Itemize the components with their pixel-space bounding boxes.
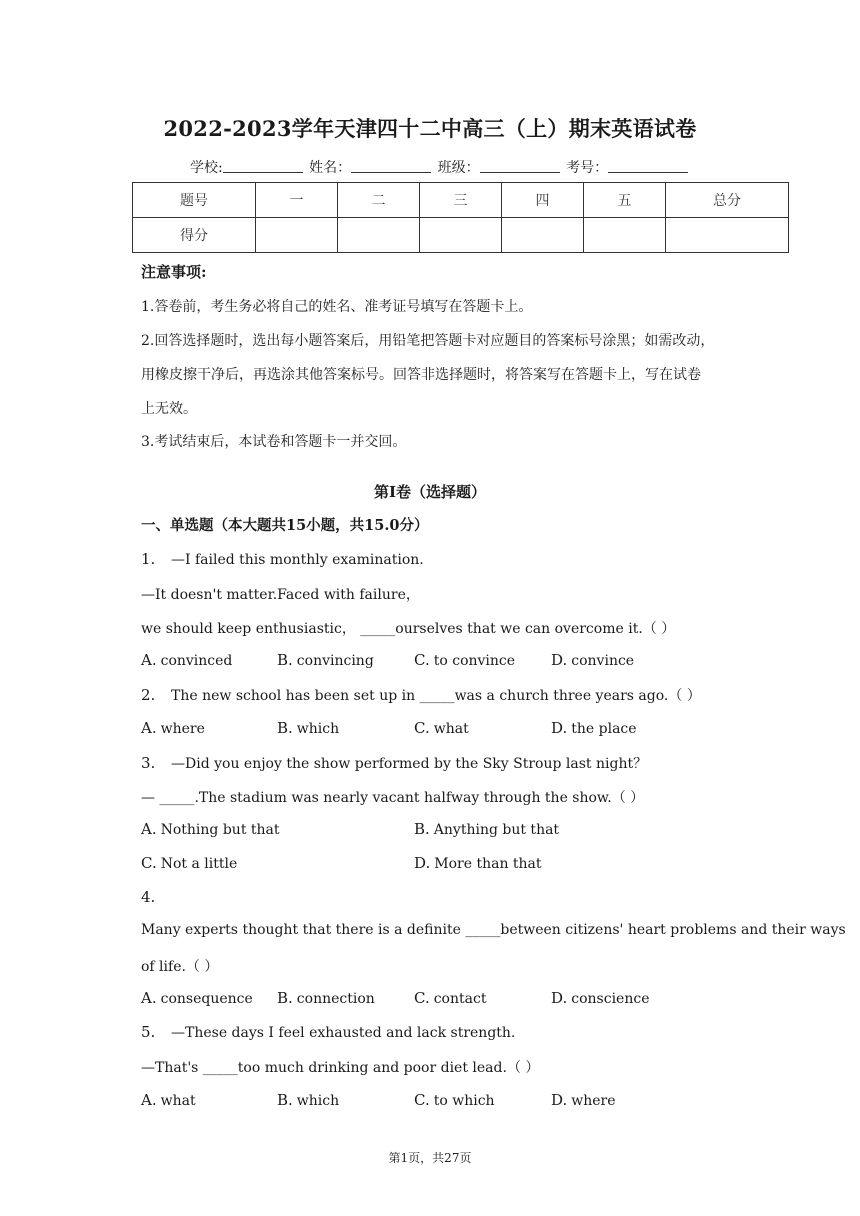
- option-letter: C.: [414, 719, 430, 737]
- notes-line: 用橡皮擦干净后，再选涂其他答案标号。回答非选择题时，将答案写在答题卡上，写在试卷: [141, 367, 701, 383]
- question-text: of life.（ ）: [141, 959, 219, 975]
- option-a[interactable]: [141, 820, 280, 838]
- option-text: the place: [571, 721, 637, 737]
- option-c[interactable]: [414, 719, 469, 737]
- option-text: what: [160, 1093, 196, 1109]
- option-c[interactable]: [414, 1091, 495, 1109]
- page-footer: 第1页，共27页: [388, 1151, 472, 1165]
- table-cell: 总分: [666, 183, 789, 218]
- number-label: 考号：: [566, 160, 609, 176]
- option-text: conscience: [571, 991, 650, 1007]
- option-text: convince: [571, 653, 635, 669]
- option-text: consequence: [160, 991, 253, 1007]
- option-letter: A.: [141, 1091, 157, 1109]
- option-text: what: [433, 721, 469, 737]
- score-table-header-row: [133, 183, 789, 218]
- question-3: [141, 753, 647, 773]
- table-cell: 得分: [133, 218, 256, 253]
- option-a[interactable]: [141, 719, 205, 737]
- option-d[interactable]: [551, 719, 637, 737]
- notes-line: 上无效。: [141, 401, 197, 417]
- option-text: connection: [296, 991, 375, 1007]
- option-letter: C.: [414, 651, 430, 669]
- question-text: we should keep enthusiastic， _____ourselves that we can overcome it.（ ）: [141, 621, 676, 637]
- score-cell: [584, 218, 666, 253]
- question-2: [141, 685, 701, 705]
- option-letter: A.: [141, 820, 157, 838]
- question-number: 4.: [141, 888, 156, 906]
- option-text: which: [296, 1093, 340, 1109]
- question-number: 1.: [141, 550, 156, 568]
- option-text: Nothing but that: [160, 822, 280, 838]
- option-letter: C.: [414, 1091, 430, 1109]
- part-title: 一、单选题（本大题共15小题，共15.0分）: [141, 517, 429, 534]
- score-cell: [256, 218, 338, 253]
- option-letter: B.: [277, 1091, 293, 1109]
- question-number: 3.: [141, 754, 156, 772]
- score-cell: [502, 218, 584, 253]
- option-b[interactable]: [277, 1091, 339, 1109]
- option-letter: B.: [277, 719, 293, 737]
- option-d[interactable]: [551, 989, 649, 1007]
- table-cell: 二: [338, 183, 420, 218]
- notes-line: 2.回答选择题时，选出每小题答案后，用铅笔把答题卡对应题目的答案标号涂黑；如需改动，: [141, 333, 715, 349]
- table-cell: 三: [420, 183, 502, 218]
- option-letter: D.: [414, 854, 431, 872]
- table-cell: 四: [502, 183, 584, 218]
- option-text: convincing: [296, 653, 374, 669]
- option-c[interactable]: [141, 854, 237, 872]
- option-c[interactable]: [414, 651, 515, 669]
- notes-line: 1.答卷前，考生务必将自己的姓名、准考证号填写在答题卡上。: [141, 299, 533, 315]
- notes-title: 注意事项:: [141, 263, 207, 281]
- option-a[interactable]: [141, 989, 253, 1007]
- class-blank: [480, 160, 560, 173]
- number-blank: [608, 160, 688, 173]
- question-5: [141, 1023, 515, 1041]
- option-b[interactable]: [277, 719, 339, 737]
- notes-line: 3.考试结束后，本试卷和答题卡一并交回。: [141, 434, 407, 450]
- option-c[interactable]: [414, 989, 486, 1007]
- table-cell: 五: [584, 183, 666, 218]
- option-a[interactable]: [141, 651, 232, 669]
- option-letter: B.: [277, 651, 293, 669]
- question-text: —It doesn't matter.Faced with failure，: [141, 587, 420, 603]
- question-text: —I failed this monthly examination.: [171, 552, 424, 568]
- student-info-line: [190, 157, 690, 177]
- name-label: 姓名：: [309, 160, 352, 176]
- question-text: — _____.The stadium was nearly vacant halfway through the show.（ ）: [141, 790, 645, 806]
- option-letter: D.: [551, 651, 568, 669]
- question-1: [141, 550, 424, 568]
- option-text: Not a little: [160, 856, 238, 872]
- option-text: which: [296, 721, 340, 737]
- option-text: Anything but that: [433, 822, 560, 838]
- option-letter: D.: [551, 719, 568, 737]
- question-text: —Did you enjoy the show performed by the Sky Stroup last night？: [171, 756, 648, 772]
- option-b[interactable]: [277, 651, 374, 669]
- option-letter: D.: [551, 989, 568, 1007]
- exam-title: 2022-2023学年天津四十二中高三（上）期末英语试卷: [163, 116, 697, 141]
- option-text: to which: [433, 1093, 495, 1109]
- score-table: [132, 182, 789, 253]
- question-number: 5.: [141, 1023, 156, 1041]
- school-blank: [223, 160, 303, 173]
- option-letter: B.: [414, 820, 430, 838]
- score-cell: [420, 218, 502, 253]
- option-d[interactable]: [551, 651, 634, 669]
- score-cell: [338, 218, 420, 253]
- question-4: [141, 888, 171, 906]
- option-text: contact: [433, 991, 487, 1007]
- question-text: —That's _____too much drinking and poor diet lead.（ ）: [141, 1060, 540, 1076]
- question-text: The new school has been set up in _____was a church three years ago.（ ）: [171, 688, 701, 704]
- option-d[interactable]: [414, 854, 542, 872]
- table-cell: 一: [256, 183, 338, 218]
- option-text: More than that: [434, 856, 542, 872]
- option-letter: A.: [141, 719, 157, 737]
- option-letter: C.: [414, 989, 430, 1007]
- question-text: —These days I feel exhausted and lack strength.: [171, 1025, 516, 1041]
- option-text: convinced: [160, 653, 233, 669]
- question-number: 2.: [141, 686, 156, 704]
- option-text: to convince: [433, 653, 516, 669]
- table-cell: 题号: [133, 183, 256, 218]
- option-letter: B.: [277, 989, 293, 1007]
- option-letter: A.: [141, 989, 157, 1007]
- school-label: 学校:: [190, 160, 223, 176]
- option-letter: C.: [141, 854, 157, 872]
- option-letter: A.: [141, 651, 157, 669]
- option-text: where: [571, 1093, 616, 1109]
- option-b[interactable]: [414, 820, 559, 838]
- option-letter: D.: [551, 1091, 568, 1109]
- option-a[interactable]: [141, 1091, 196, 1109]
- score-table-score-row: [133, 218, 789, 253]
- option-b[interactable]: [277, 989, 375, 1007]
- score-cell: [666, 218, 789, 253]
- name-blank: [351, 160, 431, 173]
- class-label: 班级：: [437, 160, 480, 176]
- section-title: 第I卷（选择题）: [373, 483, 487, 501]
- option-text: where: [160, 721, 205, 737]
- option-d[interactable]: [551, 1091, 616, 1109]
- question-text: Many experts thought that there is a definite _____between citizens' heart problems and their ways: [141, 922, 846, 938]
